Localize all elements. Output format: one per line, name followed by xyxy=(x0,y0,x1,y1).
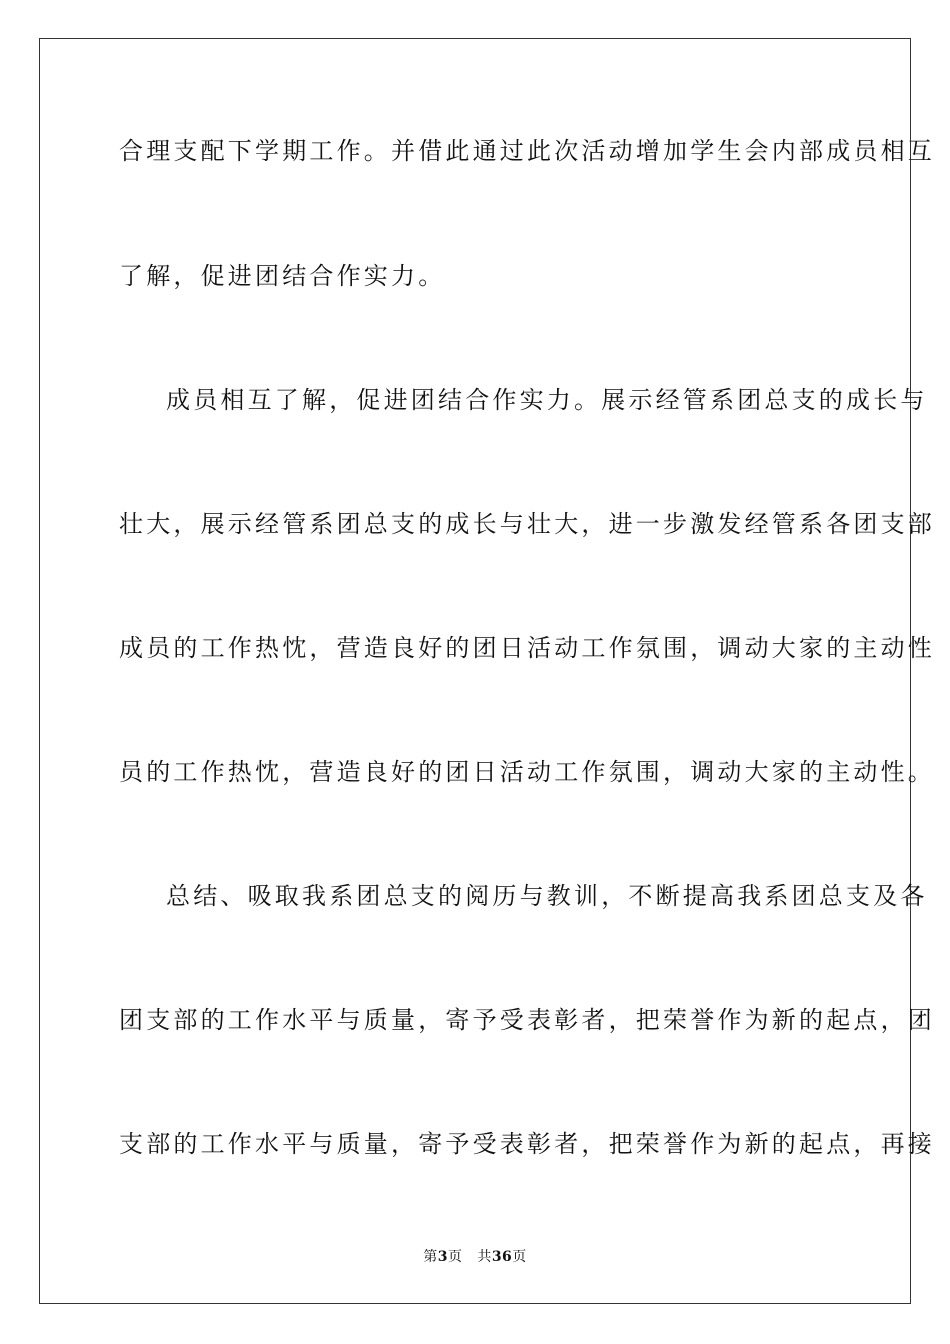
page-suffix: 页 xyxy=(447,1249,463,1265)
text-line-8: 团支部的工作水平与质量，寄予受表彰者，把荣誉作为新的起点，团 xyxy=(119,1006,935,1034)
text-line-3: 成员相互了解，促进团结合作实力。展示经管系团总支的成长与 xyxy=(166,386,928,414)
page-number: 3 xyxy=(437,1249,448,1265)
page-footer xyxy=(0,1248,950,1266)
text-line-5: 成员的工作热忱，营造良好的团日活动工作氛围，调动大家的主动性 xyxy=(119,634,935,662)
text-line-7: 总结、吸取我系团总支的阅历与教训，不断提高我系团总支及各 xyxy=(166,882,928,910)
page-prefix: 第 xyxy=(423,1249,438,1265)
page-border xyxy=(39,38,935,1304)
text-line-4: 壮大，展示经管系团总支的成长与壮大，进一步激发经管系各团支部 xyxy=(119,510,935,538)
total-suffix: 页 xyxy=(512,1249,527,1265)
text-line-6: 员的工作热忱，营造良好的团日活动工作氛围，调动大家的主动性。 xyxy=(119,758,935,786)
text-line-1: 合理支配下学期工作。并借此通过此次活动增加学生会内部成员相互 xyxy=(119,137,935,165)
total-prefix: 共 xyxy=(477,1249,492,1265)
text-line-2: 了解，促进团结合作实力。 xyxy=(119,262,446,290)
text-line-9: 支部的工作水平与质量，寄予受表彰者，把荣誉作为新的起点，再接 xyxy=(119,1130,935,1158)
total-pages: 36 xyxy=(491,1249,513,1265)
